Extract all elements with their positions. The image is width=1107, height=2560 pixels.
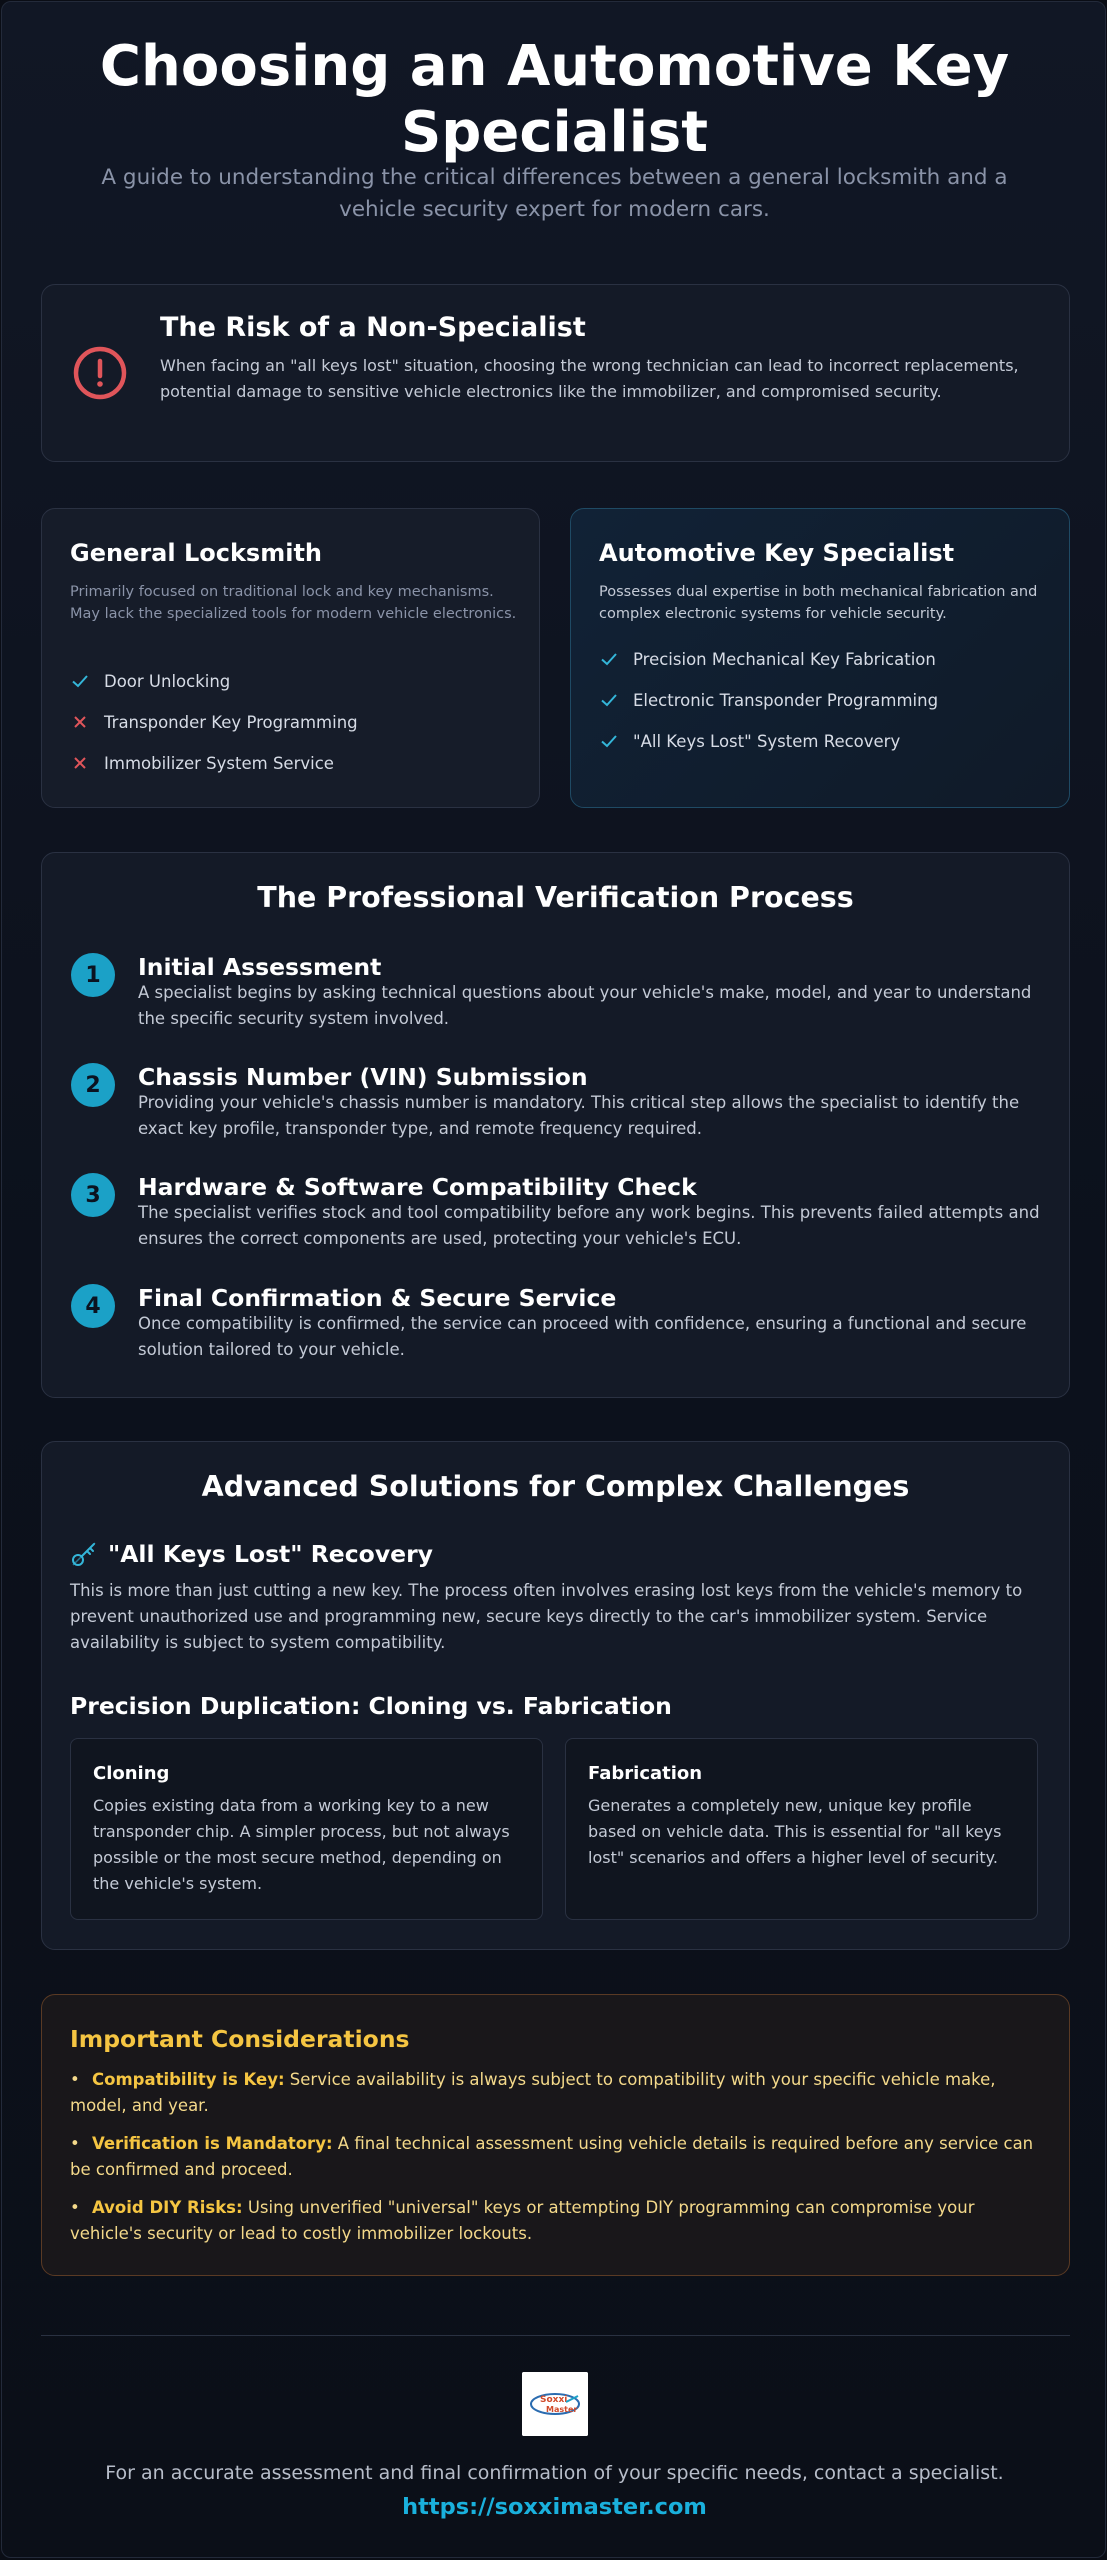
feature-item bbox=[70, 712, 358, 732]
general-locksmith-card bbox=[41, 508, 540, 808]
specialist-description: Possesses dual expertise in both mechanical fabrication and complex electronic systems for vehicle security. bbox=[599, 584, 1038, 622]
page-subtitle: A guide to understanding the critical differences between a general locksmith and a vehicle security expert for modern cars. bbox=[101, 165, 1008, 222]
step-number: 1 bbox=[71, 953, 115, 997]
specialist-title: Automotive Key Specialist bbox=[599, 539, 955, 567]
step-text: Once compatibility is confirmed, the service can proceed with confidence, ensuring a functional and secure solution tailored to your vehicle. bbox=[138, 1314, 1027, 1359]
risk-text: When facing an "all keys lost" situation, choosing the wrong technician can lead to incorrect replacements, potential damage to sensitive vehicle electronics like the immobilizer, and compromised security. bbox=[160, 356, 1019, 401]
cloning-title: Cloning bbox=[93, 1763, 170, 1784]
infographic-page bbox=[1, 1, 1106, 2558]
feature-label: "All Keys Lost" System Recovery bbox=[633, 731, 901, 751]
feature-item bbox=[599, 649, 936, 669]
consideration-item: • Avoid DIY Risks: Using unverified "universal" keys or attempting DIY programming can compromise your vehicle's security or lead to costly immobilizer lockouts. bbox=[70, 2198, 975, 2243]
section-title: Advanced Solutions for Complex Challenges bbox=[201, 1470, 910, 1503]
feature-label: Electronic Transponder Programming bbox=[633, 690, 939, 710]
step-title: Initial Assessment bbox=[138, 953, 382, 981]
considerations-card bbox=[41, 1994, 1070, 2276]
footer-text: For an accurate assessment and final confirmation of your specific needs, contact a specialist. bbox=[105, 2462, 1004, 2484]
fabrication-title: Fabrication bbox=[588, 1763, 703, 1784]
fabrication-card bbox=[565, 1738, 1038, 1920]
check-icon bbox=[599, 731, 619, 751]
feature-label: Immobilizer System Service bbox=[104, 753, 334, 773]
check-icon bbox=[599, 690, 619, 710]
consideration-bold: Compatibility is Key: bbox=[92, 2070, 285, 2089]
svg-text:Soxxi: Soxxi bbox=[540, 2395, 568, 2405]
feature-item bbox=[599, 731, 900, 751]
step-text: A specialist begins by asking technical questions about your vehicle's make, model, and year to understand the specific security system involved. bbox=[138, 983, 1032, 1028]
footer-divider bbox=[41, 2335, 1070, 2336]
step-title: Final Confirmation & Secure Service bbox=[138, 1284, 617, 1312]
cloning-card bbox=[70, 1738, 543, 1920]
feature-label: Door Unlocking bbox=[104, 671, 231, 691]
consideration-text: Using unverified "universal" keys or attempting DIY programming can compromise your vehicle's security or lead to costly immobilizer lockouts. bbox=[70, 2198, 975, 2243]
all-keys-lost-text: This is more than just cutting a new key. The process often involves erasing lost keys from the vehicle's memory to prevent unauthorized use and programming new, secure keys directly to the car's immobilizer system. Service availability is subject to system compatibility. bbox=[70, 1581, 1023, 1652]
cloning-text: Copies existing data from a working key to a new transponder chip. A simpler process, but not always possible or the most secure method, depending on the vehicle's system. bbox=[93, 1796, 510, 1893]
step-text: Providing your vehicle's chassis number is mandatory. This critical step allows the specialist to identify the exact key profile, transponder type, and remote frequency required. bbox=[138, 1093, 1020, 1138]
consideration-item: • Verification is Mandatory: A final technical assessment using vehicle details is required before any service can be confirmed and proceed. bbox=[70, 2134, 1034, 2179]
page-title: Choosing an Automotive Key Specialist bbox=[99, 34, 1010, 165]
step-number: 4 bbox=[71, 1284, 115, 1328]
consideration-bold: Avoid DIY Risks: bbox=[92, 2198, 243, 2217]
duplication-title: Precision Duplication: Cloning vs. Fabrication bbox=[70, 1692, 672, 1720]
fabrication-text: Generates a completely new, unique key profile based on vehicle data. This is essential for "all keys lost" scenarios and offers a higher level of security. bbox=[588, 1796, 1002, 1867]
risk-title: The Risk of a Non-Specialist bbox=[160, 312, 586, 343]
step-number: 3 bbox=[71, 1173, 115, 1217]
website-link[interactable]: https://soxximaster.com bbox=[402, 2494, 707, 2520]
risk-card bbox=[41, 284, 1070, 462]
step-text: The specialist verifies stock and tool compatibility before any work begins. This prevents failed attempts and ensures the correct components are used, protecting your vehicle's ECU. bbox=[138, 1203, 1040, 1248]
key-link-icon bbox=[70, 1540, 98, 1568]
all-keys-lost-title: "All Keys Lost" Recovery bbox=[108, 1540, 433, 1568]
consideration-text: A final technical assessment using vehicle details is required before any service can be confirmed and proceed. bbox=[70, 2134, 1034, 2179]
step-number: 2 bbox=[71, 1063, 115, 1107]
general-locksmith-title: General Locksmith bbox=[70, 539, 322, 567]
consideration-item: • Compatibility is Key: Service availability is always subject to compatibility with your specific vehicle make, model, and year. bbox=[70, 2070, 996, 2115]
automotive-specialist-card bbox=[570, 508, 1070, 808]
feature-label: Precision Mechanical Key Fabrication bbox=[633, 649, 936, 669]
alert-circle-icon bbox=[72, 345, 128, 401]
section-title: The Professional Verification Process bbox=[257, 881, 854, 914]
verification-process-card bbox=[41, 852, 1070, 1398]
company-logo bbox=[522, 2372, 588, 2436]
considerations-title: Important Considerations bbox=[70, 2025, 410, 2053]
x-icon bbox=[70, 712, 90, 732]
check-icon bbox=[70, 671, 90, 691]
feature-item bbox=[70, 671, 230, 691]
consideration-text: Service availability is always subject to compatibility with your specific vehicle make, model, and year. bbox=[70, 2070, 996, 2115]
feature-item bbox=[599, 690, 938, 710]
feature-item bbox=[70, 753, 334, 773]
general-locksmith-description: Primarily focused on traditional lock and key mechanisms. May lack the specialized tools for modern vehicle electronics. bbox=[70, 584, 517, 622]
step-title: Hardware & Software Compatibility Check bbox=[138, 1173, 697, 1201]
x-icon bbox=[70, 753, 90, 773]
check-icon bbox=[599, 649, 619, 669]
step-title: Chassis Number (VIN) Submission bbox=[138, 1063, 588, 1091]
consideration-bold: Verification is Mandatory: bbox=[92, 2134, 333, 2153]
advanced-solutions-card bbox=[41, 1441, 1070, 1950]
feature-label: Transponder Key Programming bbox=[104, 712, 358, 732]
svg-text:Master: Master bbox=[546, 2405, 578, 2414]
